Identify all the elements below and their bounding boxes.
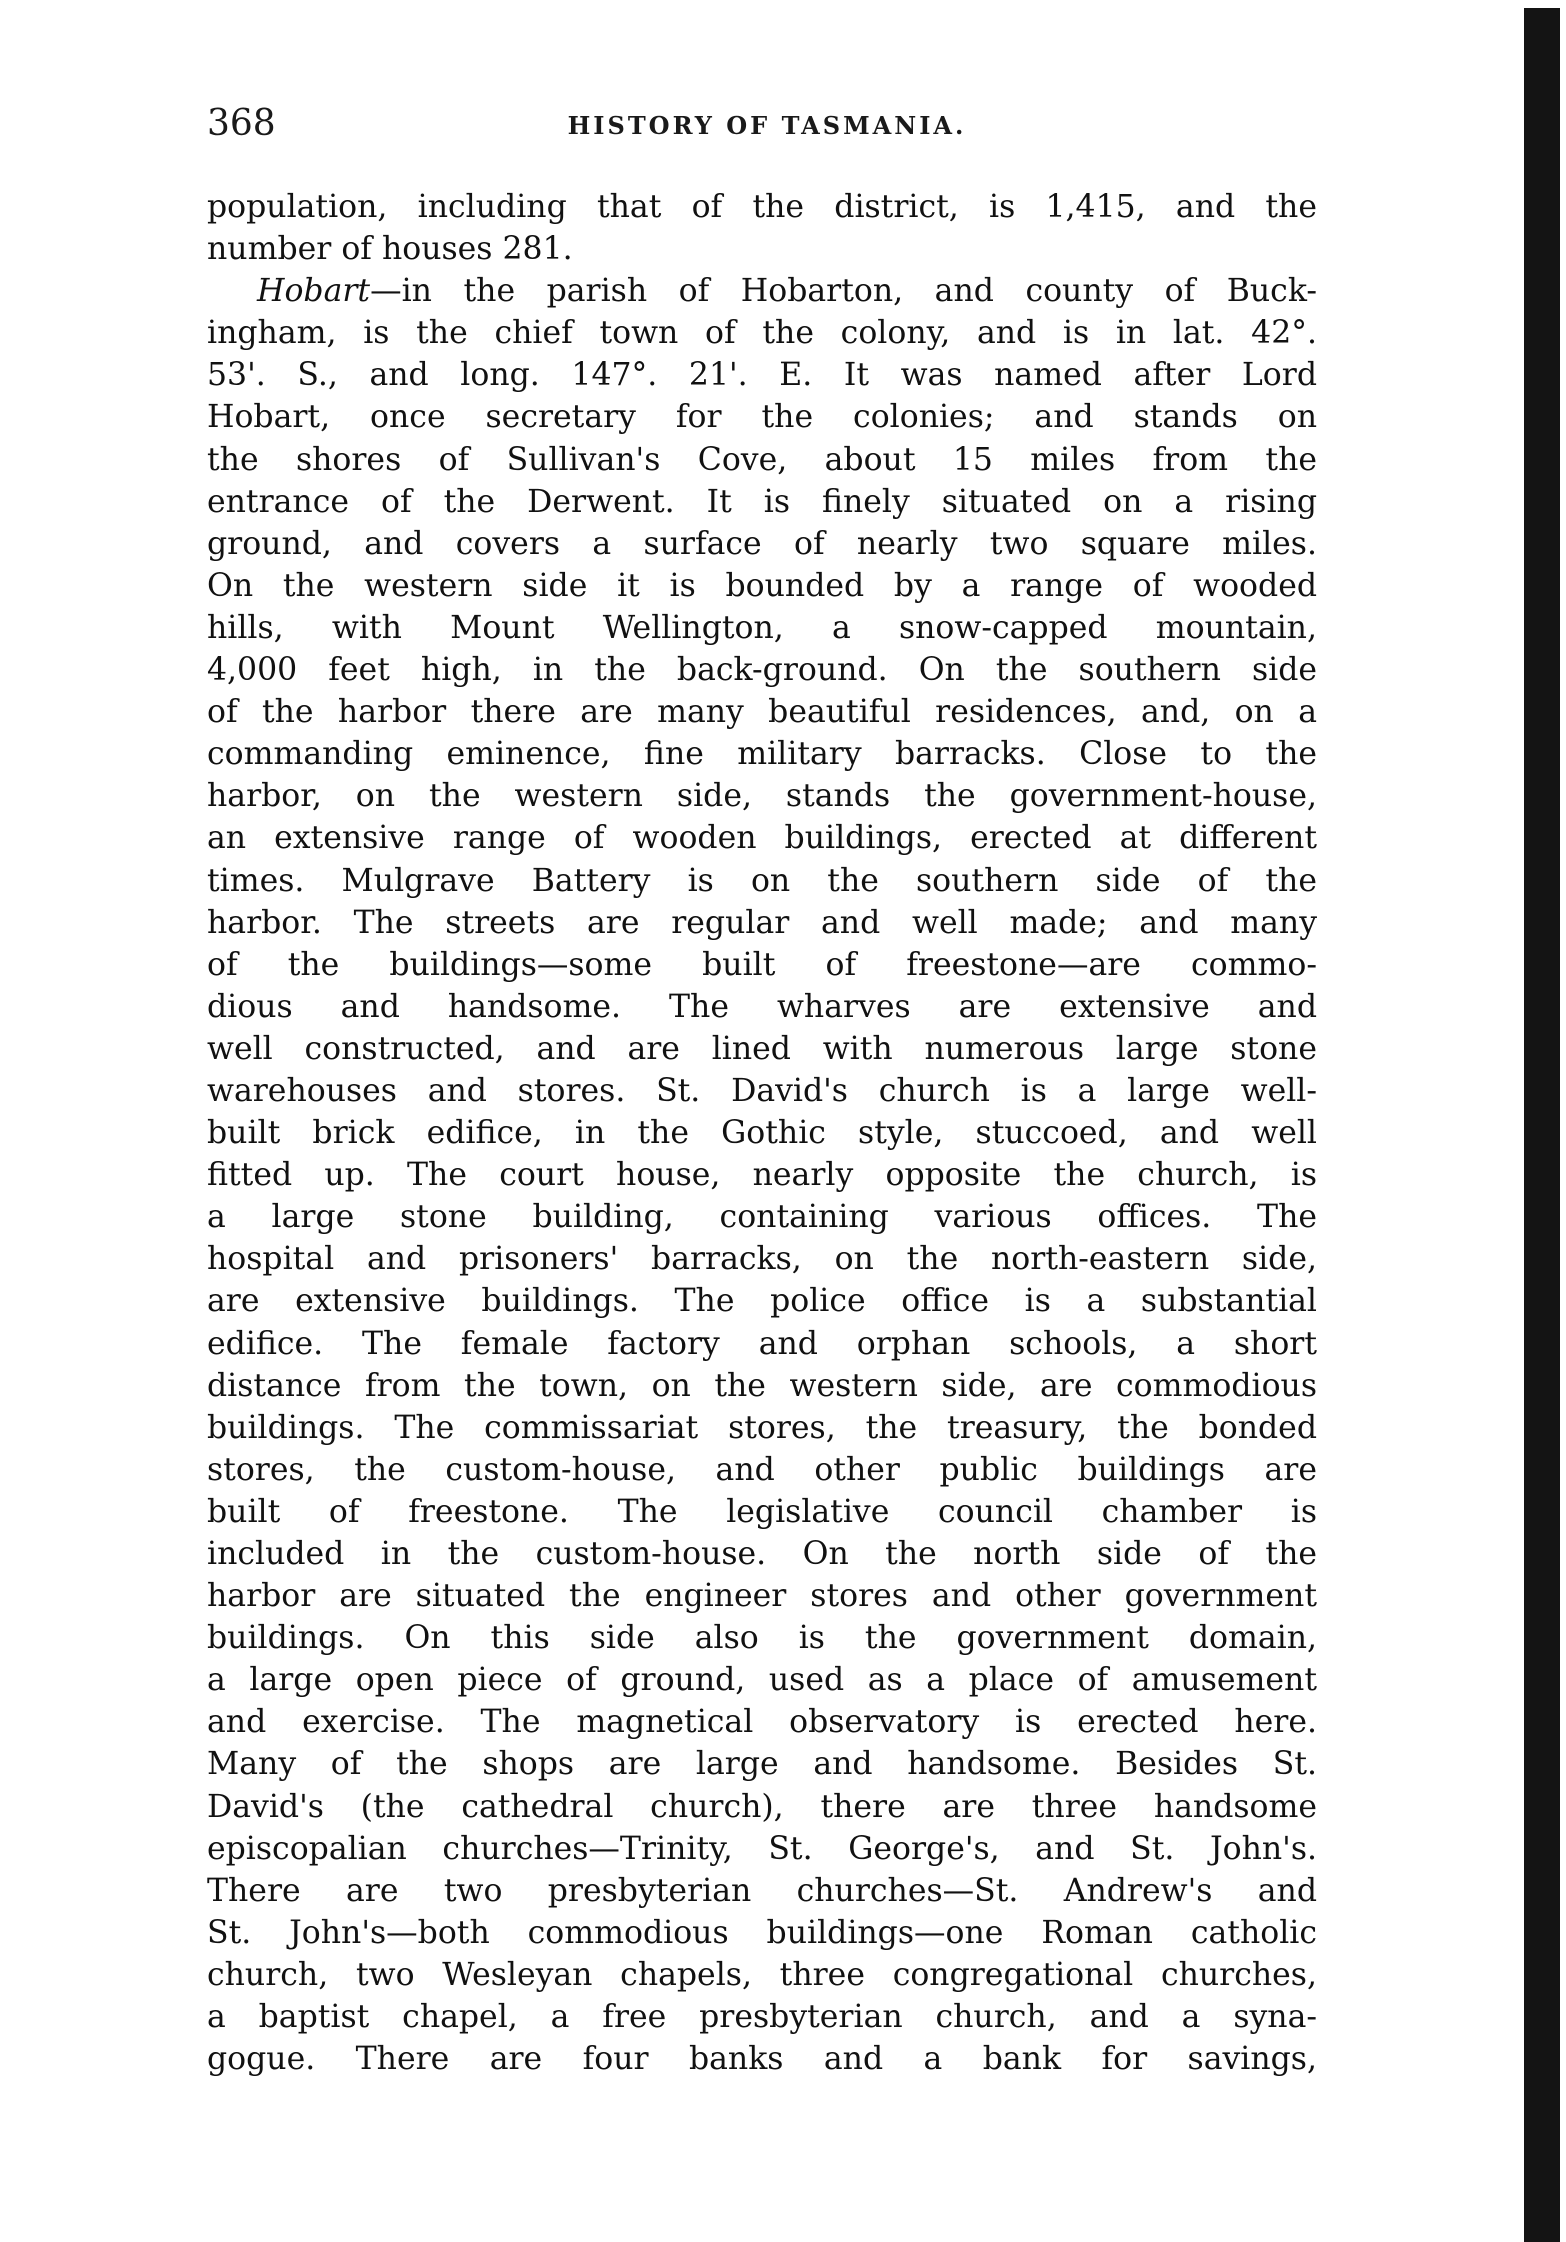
text-line: times. Mulgrave Battery is on the southern side of the xyxy=(207,862,1317,899)
text-line: are extensive buildings. The police office is a substantial xyxy=(207,1283,1317,1320)
text-line: of the buildings—some built of freestone—are commo- xyxy=(207,946,1317,983)
text-line: built of freestone. The legislative council chamber is xyxy=(207,1493,1317,1530)
text-line: buildings. The commissariat stores, the treasury, the bonded xyxy=(207,1409,1317,1446)
text-line: On the western side it is bounded by a range of wooded xyxy=(207,567,1317,604)
text-line: commanding eminence, fine military barracks. Close to the xyxy=(207,736,1317,773)
text-line: Many of the shops are large and handsome. Besides St. xyxy=(207,1746,1317,1783)
text-line: 4,000 feet high, in the back-ground. On the southern side xyxy=(207,652,1317,689)
text-line: buildings. On this side also is the government domain, xyxy=(207,1620,1317,1657)
text-line: edifice. The female factory and orphan schools, a short xyxy=(207,1325,1317,1362)
text-line: harbor. The streets are regular and well made; and many xyxy=(207,904,1317,941)
text-line: the shores of Sullivan's Cove, about 15 miles from the xyxy=(207,441,1317,478)
text-line: a baptist chapel, a free presbyterian church, and a syna- xyxy=(207,1999,1317,2036)
text-line: 53'. S., and long. 147°. 21'. E. It was named after Lord xyxy=(207,357,1317,394)
text-line: and exercise. The magnetical observatory is erected here. xyxy=(207,1704,1317,1741)
text-line: fitted up. The court house, nearly opposite the church, is xyxy=(207,1157,1317,1194)
text-line: hills, with Mount Wellington, a snow-capped mountain, xyxy=(207,609,1317,646)
text-line: There are two presbyterian churches—St. Andrew's and xyxy=(207,1872,1317,1909)
text-line: stores, the custom-house, and other public buildings are xyxy=(207,1451,1317,1488)
place-name-hobart: Hobart xyxy=(257,273,371,310)
text-line: ingham, is the chief town of the colony, and is in lat. 42°. xyxy=(207,315,1317,352)
text-line: dious and handsome. The wharves are extensive and xyxy=(207,988,1317,1025)
text-line: built brick edifice, in the Gothic style, stuccoed, and well xyxy=(207,1115,1317,1152)
text-line: entrance of the Derwent. It is finely situated on a rising xyxy=(207,483,1317,520)
text-line: an extensive range of wooden buildings, erected at different xyxy=(207,820,1317,857)
scan-edge-shadow xyxy=(1524,8,1560,2242)
text-line: David's (the cathedral church), there are three handsome xyxy=(207,1788,1317,1825)
text-line: of the harbor there are many beautiful residences, and, on a xyxy=(207,694,1317,731)
text-line xyxy=(207,270,1317,312)
text-line: episcopalian churches—Trinity, St. George's, and St. John's. xyxy=(207,1830,1317,1867)
text-line: distance from the town, on the western side, are commodious xyxy=(207,1367,1317,1404)
text-line: church, two Wesleyan chapels, three congregational churches, xyxy=(207,1956,1317,1993)
page-number: 368 xyxy=(207,103,276,144)
body-text xyxy=(207,186,1317,2080)
text-line: harbor, on the western side, stands the government-house, xyxy=(207,778,1317,815)
running-head: HISTORY OF TASMANIA. xyxy=(567,111,967,140)
text-line: well constructed, and are lined with numerous large stone xyxy=(207,1030,1317,1067)
text-line: included in the custom-house. On the north side of the xyxy=(207,1536,1317,1572)
text-line: Hobart, once secretary for the colonies; and stands on xyxy=(207,399,1317,436)
text-line-rest: —in the parish of Hobarton, and county of Buck- xyxy=(370,273,1317,310)
text-line: St. John's—both commodious buildings—one Roman catholic xyxy=(207,1914,1317,1951)
text-line: hospital and prisoners' barracks, on the north-eastern side, xyxy=(207,1241,1317,1278)
text-line: a large stone building, containing various offices. The xyxy=(207,1199,1317,1236)
text-line: warehouses and stores. St. David's church is a large well- xyxy=(207,1072,1317,1109)
text-line: gogue. There are four banks and a bank for savings, xyxy=(207,2041,1317,2078)
page-header xyxy=(207,100,1327,160)
text-line: a large open piece of ground, used as a place of amusement xyxy=(207,1662,1317,1699)
text-line: number of houses 281. xyxy=(207,231,573,268)
text-line: population, including that of the district, is 1,415, and the xyxy=(207,189,1317,225)
text-line: harbor are situated the engineer stores and other government xyxy=(207,1578,1317,1615)
text-line: ground, and covers a surface of nearly two square miles. xyxy=(207,525,1317,562)
